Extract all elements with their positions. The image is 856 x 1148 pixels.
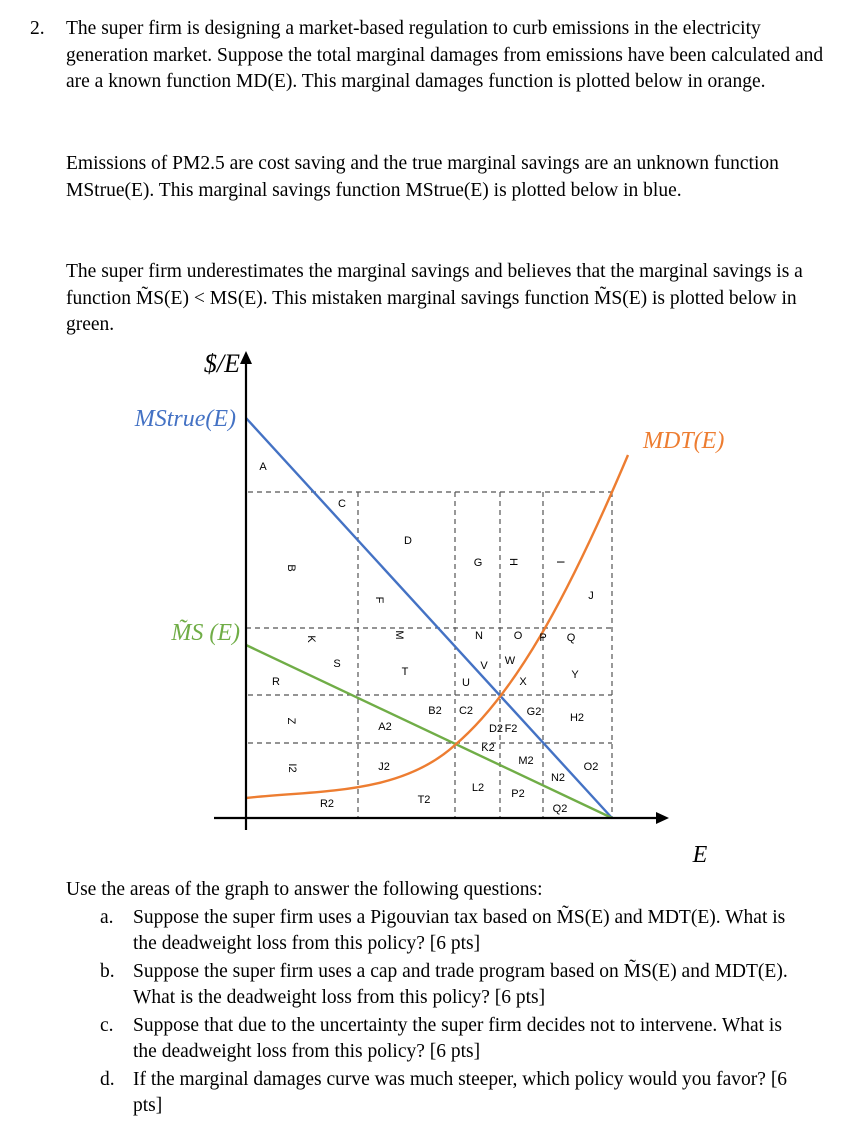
region-label-q: Q <box>566 632 576 644</box>
region-label-s: S <box>333 658 341 670</box>
region-label-t: T <box>401 666 409 678</box>
y-axis-arrow <box>240 351 252 364</box>
region-label-g2: G2 <box>526 706 542 718</box>
item-letter: d. <box>100 1069 115 1090</box>
region-label-z: Z <box>285 717 297 725</box>
region-label-o: O <box>513 630 523 642</box>
ms-true-curve <box>246 418 612 818</box>
region-label-j2: J2 <box>378 761 390 773</box>
paragraph-mistaken-marginal-savings: The super firm underestimates the marginal savings and believes that the marginal savings is a function M̃S(E) < MS(E). This mistaken marginal savings function M̃S(E) is plotted below in green. <box>66 261 803 335</box>
item-text: If the marginal damages curve was much steeper, which policy would you favor? [6 pts] <box>133 1069 788 1116</box>
y-axis-label: $/E <box>203 349 240 378</box>
region-label-k: K <box>305 635 317 643</box>
region-label-a: A <box>259 461 267 473</box>
region-label-g: G <box>473 557 483 569</box>
region-label-c2: C2 <box>458 705 474 717</box>
region-label-w: W <box>504 655 516 667</box>
region-label-t2: T2 <box>417 794 431 806</box>
region-label-b2: B2 <box>428 705 442 717</box>
region-label-k2: K2 <box>481 742 495 754</box>
region-label-h2: H2 <box>569 712 585 724</box>
region-label-n2: N2 <box>550 772 566 784</box>
paragraph-marginal-damages: The super firm is designing a market-based regulation to curb emissions in the electricity generation market. Suppose the total marginal damages from emissions have been calculated and are a known function MD(E). This marginal damages function is plotted below in orange. <box>66 18 824 92</box>
ms-true-label: MStrue(E) <box>134 406 236 432</box>
region-label-l2: L2 <box>471 782 485 794</box>
item-text: Suppose that due to the uncertainty the super firm decides not to intervene. What is the deadweight loss from this policy? [6 pts] <box>133 1015 782 1062</box>
region-label-a2: A2 <box>378 721 392 733</box>
question-number: 2. <box>30 18 45 39</box>
region-labels <box>259 461 598 815</box>
region-label-m2: M2 <box>518 755 534 767</box>
item-text: Suppose the super firm uses a Pigouvian tax based on M̃S(E) and MDT(E). What is the deadweight loss from this policy? [6 pts] <box>133 907 786 954</box>
region-label-v: V <box>480 660 488 672</box>
region-label-f: F <box>373 596 385 604</box>
item-letter: c. <box>100 1015 114 1036</box>
region-label-i: I <box>554 560 566 564</box>
item-text: Suppose the super firm uses a cap and trade program based on M̃S(E) and MDT(E). What is the deadweight loss from this policy? [6 pts] <box>133 961 788 1008</box>
region-label-x: X <box>519 676 527 688</box>
region-label-r2: R2 <box>319 798 335 810</box>
region-label-u: U <box>462 677 470 689</box>
region-label-f2: F2 <box>504 723 518 735</box>
region-label-o2: O2 <box>583 761 599 773</box>
region-label-y: Y <box>571 669 579 681</box>
region-label-p: P <box>539 632 547 644</box>
x-axis-arrow <box>656 812 669 824</box>
region-label-p2: P2 <box>511 788 525 800</box>
x-axis-label: E <box>692 842 708 865</box>
region-label-m: M <box>393 630 405 640</box>
region-label-b: B <box>285 564 297 572</box>
region-label-c: C <box>338 498 346 510</box>
region-label-h: H <box>507 558 519 566</box>
item-letter: b. <box>100 961 115 982</box>
paragraph-true-marginal-savings: Emissions of PM2.5 are cost saving and the true marginal savings are an unknown function MStrue(E). This marginal savings function MStrue(E) is plotted below in blue. <box>66 153 779 201</box>
region-label-q2: Q2 <box>552 803 568 815</box>
item-letter: a. <box>100 907 114 928</box>
ms-tilde-label: M̃S (E) <box>171 620 240 646</box>
curves <box>246 418 628 818</box>
dashed-gridlines <box>246 492 612 818</box>
region-label-j: J <box>588 590 594 602</box>
questions-intro: Use the areas of the graph to answer the following questions: <box>66 879 543 900</box>
region-label-d: D <box>404 535 412 547</box>
md-label: MDT(E) <box>643 428 725 454</box>
region-label-d2: D2 <box>488 723 504 735</box>
region-label-n: N <box>475 630 483 642</box>
region-label-r: R <box>272 676 280 688</box>
axes <box>214 351 669 830</box>
region-label-i2: I2 <box>286 763 298 773</box>
emissions-graph <box>0 345 856 865</box>
ms-tilde-curve <box>246 645 612 818</box>
curve-labels <box>134 349 725 865</box>
